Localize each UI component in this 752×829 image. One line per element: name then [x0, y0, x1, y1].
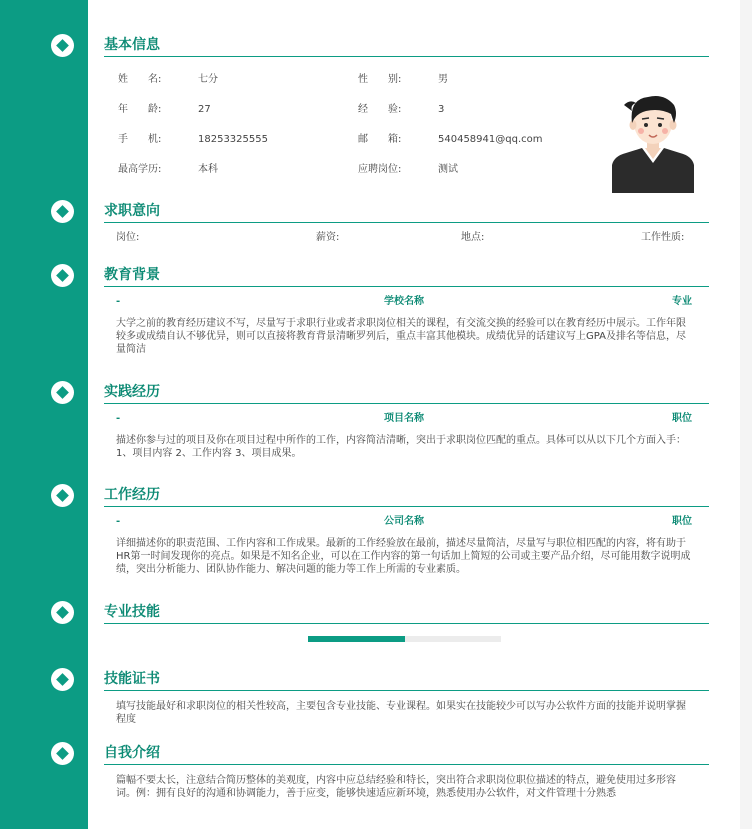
- experience-label: 经 验:: [358, 104, 402, 115]
- work-role: 职位: [672, 516, 692, 527]
- experience-value: 3: [438, 104, 445, 115]
- section-divider: [104, 623, 709, 624]
- gender-value: 男: [438, 74, 448, 85]
- section-divider: [104, 286, 709, 287]
- email-value: 540458941@qq.com: [438, 134, 543, 145]
- gender-label: 性 别:: [358, 74, 402, 85]
- diamond-marker-icon: [51, 264, 74, 287]
- diamond-marker-icon: [51, 742, 74, 765]
- diamond-marker-icon: [51, 381, 74, 404]
- education-school: 学校名称: [384, 296, 424, 307]
- work-company: 公司名称: [384, 516, 424, 527]
- section-title-work: 工作经历: [104, 487, 160, 503]
- diamond-marker-icon: [51, 200, 74, 223]
- section-divider: [104, 403, 709, 404]
- diamond-marker-icon: [51, 484, 74, 507]
- skill-level-bar: [308, 636, 501, 642]
- section-divider: [104, 222, 709, 223]
- skill-level-fill: [308, 636, 405, 642]
- applied-position-label: 应聘岗位:: [358, 164, 402, 175]
- section-divider: [104, 690, 709, 691]
- intent-type-label: 工作性质:: [641, 232, 685, 243]
- diamond-marker-icon: [51, 34, 74, 57]
- practice-period: -: [116, 413, 121, 424]
- self-intro-description: 篇幅不要太长，注意结合简历整体的美观度，内容中应总结经验和特长，突出符合求职岗位职位描述的特点，避免使用过多形容词。例：拥有良好的沟通和协调能力，善于应变，能够快速适应新环境，熟悉使用办公软件，对文件管理十分熟悉: [116, 775, 676, 799]
- diamond-marker-icon: [51, 601, 74, 624]
- intent-salary-label: 薪资:: [316, 232, 340, 243]
- section-title-practice: 实践经历: [104, 384, 160, 400]
- age-label: 年 龄:: [118, 104, 162, 115]
- education-description: 大学之前的教育经历建议不写，尽量写于求职行业或者求职岗位相关的课程，有交流交换的经验可以在教育经历中展示。工作年限较多或成绩自认不够优异，则可以直接将教育背景清晰罗列后，重点丰富其他模块。成绩优异的话建议写上GPA及排名等信息，尽量简洁: [116, 318, 686, 355]
- name-label: 姓 名:: [118, 74, 162, 85]
- left-sidebar-band: [0, 0, 88, 829]
- applied-position-value: 测试: [438, 164, 458, 175]
- name-value: 七分: [198, 74, 218, 85]
- email-label: 邮 箱:: [358, 134, 402, 145]
- work-description: 详细描述你的职责范围、工作内容和工作成果。最新的工作经验放在最前，描述尽量简洁，尽量写与职位相匹配的内容，将有助于HR第一时间发现你的亮点。如果是不知名企业，可以在工作内容的第一句话加上简短的公司或主要产品介绍，尽可能用数字说明成绩，突出分析能力、团队协作能力、解决问题的能力等工作上所需的专业素质。: [116, 538, 691, 575]
- education-major: 专业: [672, 296, 692, 307]
- section-title-education: 教育背景: [104, 267, 160, 283]
- certificates-description: 填写技能最好和求职岗位的相关性较高，主要包含专业技能、专业课程。如果实在技能较少可以写办公软件方面的技能并说明掌握程度: [116, 701, 686, 725]
- section-divider: [104, 764, 709, 765]
- degree-value: 本科: [198, 164, 218, 175]
- avatar: [612, 93, 694, 193]
- degree-label: 最高学历:: [118, 164, 162, 175]
- section-title-basic: 基本信息: [104, 37, 160, 53]
- age-value: 27: [198, 104, 211, 115]
- education-period: -: [116, 296, 121, 307]
- practice-description: 描述你参与过的项目及你在项目过程中所作的工作，内容简洁清晰，突出于求职岗位匹配的重点。具体可以从以下几个方面入手：1、项目内容 2、工作内容 3、项目成果。: [116, 435, 686, 459]
- intent-location-label: 地点:: [461, 232, 485, 243]
- section-title-intent: 求职意向: [104, 203, 160, 219]
- phone-value: 18253325555: [198, 134, 268, 145]
- section-title-certificates: 技能证书: [104, 671, 160, 687]
- diamond-marker-icon: [51, 668, 74, 691]
- section-divider: [104, 56, 709, 57]
- section-divider: [104, 506, 709, 507]
- intent-post-label: 岗位:: [116, 232, 140, 243]
- practice-project: 项目名称: [384, 413, 424, 424]
- phone-label: 手 机:: [118, 134, 162, 145]
- section-title-skills: 专业技能: [104, 604, 160, 620]
- section-title-self-intro: 自我介绍: [104, 745, 160, 761]
- work-period: -: [116, 516, 121, 527]
- practice-role: 职位: [672, 413, 692, 424]
